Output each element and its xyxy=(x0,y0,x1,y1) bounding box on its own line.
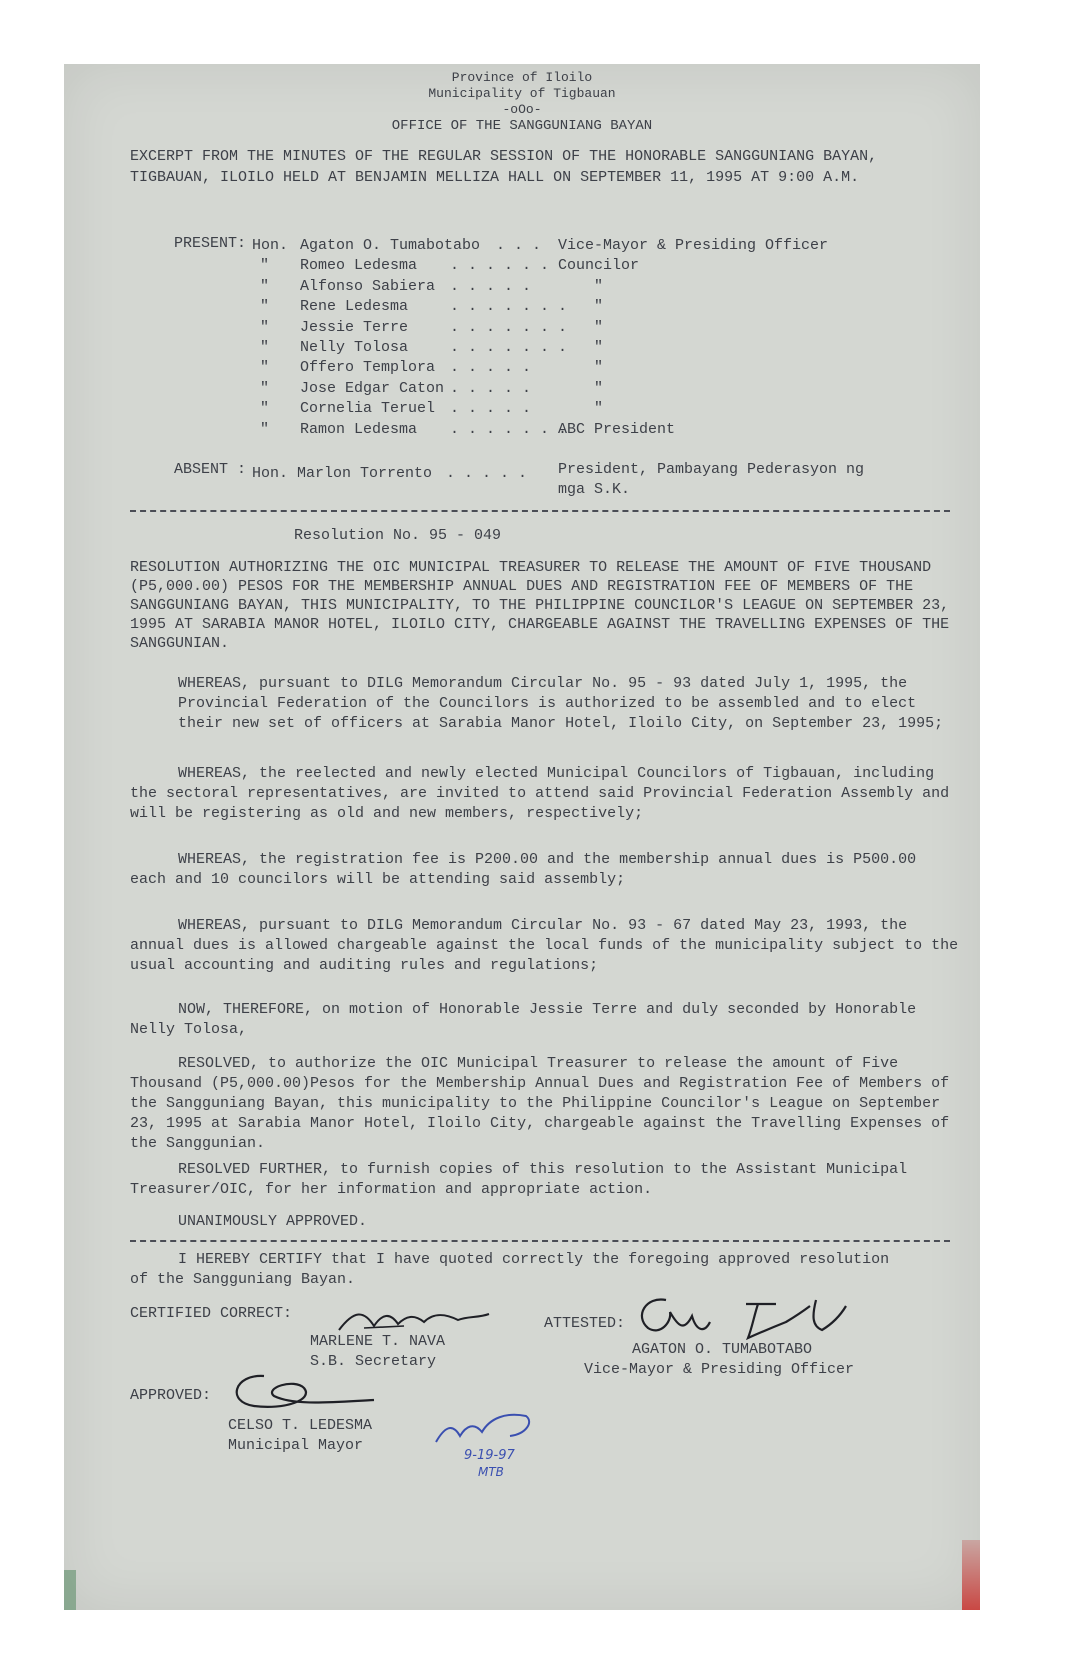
present-dots: . . . . . . xyxy=(450,257,550,275)
present-dots: . . . . . xyxy=(450,277,532,295)
present-role: " xyxy=(594,400,604,418)
present-name: Agaton O. Tumabotabo xyxy=(300,237,481,254)
present-dots: . . . . . xyxy=(450,359,532,377)
resolution-number: Resolution No. 95 - 049 xyxy=(294,527,502,544)
secretary-title: S.B. Secretary xyxy=(310,1353,437,1370)
unanimously-approved: UNANIMOUSLY APPROVED. xyxy=(178,1213,368,1230)
approved-label: APPROVED: xyxy=(130,1387,212,1404)
present-dots: . . . . . . . xyxy=(450,420,568,438)
present-label: PRESENT: xyxy=(174,235,247,252)
present-dots: . . . . . . . xyxy=(450,339,568,356)
whereas-paragraph-1 xyxy=(130,674,968,734)
mayor-signature-icon xyxy=(224,1366,394,1416)
whereas-paragraph-3 xyxy=(130,850,960,890)
divider-top xyxy=(130,510,950,512)
whereas-4-text: WHEREAS, pursuant to DILG Memorandum Circular No. 93 - 67 dated May 23, 1993, the annual dues is allowed chargeable against the local funds of the municipality subject to the usual accounting and auditing rules and regulations; xyxy=(130,917,959,974)
handwritten-date: 9-19-97 xyxy=(464,1448,515,1463)
absent-name: Hon. Marlon Torrento xyxy=(252,465,433,482)
certify-paragraph xyxy=(130,1250,910,1290)
certify-text: I HEREBY CERTIFY that I have quoted correctly the foregoing approved resolution of the Sangguniang Bayan. xyxy=(130,1251,890,1288)
whereas-3-text: WHEREAS, the registration fee is P200.00 and the membership annual dues is P500.00 each and 10 councilors will be attending said assembly; xyxy=(130,851,917,888)
present-prefix: " xyxy=(260,257,270,275)
present-prefix: " xyxy=(260,359,270,377)
present-role: " xyxy=(594,379,604,397)
excerpt-text: EXCERPT FROM THE MINUTES OF THE REGULAR SESSION OF THE HONORABLE SANGGUNIANG BAYAN, TIGBAUAN, ILOILO HELD AT BENJAMIN MELLIZA HALL ON SEPTEMBER 11, 1995 AT 9:00 A.M. xyxy=(130,148,878,186)
vice-mayor-name: AGATON O. TUMABOTABO xyxy=(632,1341,813,1358)
present-role: Councilor xyxy=(558,257,640,275)
vice-mayor-title: Vice-Mayor & Presiding Officer xyxy=(584,1361,855,1378)
attested-label: ATTESTED: xyxy=(544,1315,626,1332)
header-province: Province of Iloilo xyxy=(451,70,593,85)
present-prefix: " xyxy=(260,420,270,438)
mayor-title: Municipal Mayor xyxy=(228,1437,364,1454)
resolved-paragraph xyxy=(130,1054,970,1154)
certified-correct-label: CERTIFIED CORRECT: xyxy=(130,1305,293,1322)
absent-role: President, Pambayang Pederasyon ng xyxy=(558,461,865,478)
present-role: " xyxy=(594,277,604,295)
present-dots: . . . xyxy=(496,237,542,254)
present-dots: . . . . . xyxy=(450,379,532,397)
present-name: Romeo Ledesma xyxy=(300,257,418,275)
mayor-name: CELSO T. LEDESMA xyxy=(228,1417,373,1434)
resolution-title: RESOLUTION AUTHORIZING THE OIC MUNICIPAL TREASURER TO RELEASE THE AMOUNT OF FIVE THOUSAND (P5,000.00) PESOS FOR THE MEMBERSHIP ANNUAL DUES AND REGISTRATION FEE OF MEMBERS OF THE SANGGUNIANG BAYAN, THIS MUNICIPALITY, TO THE PHILIPPINE COUNCILOR'S LEAGUE ON SEPTEMBER 23, 1995 AT SARABIA MANOR HOTEL, ILOILO CITY, CHARGEABLE AGAINST THE TRAVELLING EXPENSES OF THE SANGGUNIAN. xyxy=(130,559,950,652)
present-dots: . . . . . . . xyxy=(450,298,568,316)
present-name: Rene Ledesma xyxy=(300,298,409,316)
document-sheet xyxy=(64,64,980,1610)
present-prefix: " xyxy=(260,339,270,356)
resolution-document xyxy=(64,64,980,1610)
handwritten-initials: MTB xyxy=(478,1465,504,1479)
present-dots: . . . . . . . xyxy=(450,318,568,336)
present-name: Nelly Tolosa xyxy=(300,339,409,356)
present-name: Offero Templora xyxy=(300,359,436,377)
present-prefix: " xyxy=(260,298,270,316)
present-role: " xyxy=(594,318,604,336)
now-therefore-paragraph xyxy=(130,1000,930,1040)
present-name: Alfonso Sabiera xyxy=(300,277,436,295)
present-name: Ramon Ledesma xyxy=(300,420,418,438)
present-role: ABC President xyxy=(558,420,676,438)
present-prefix: " xyxy=(260,277,270,295)
present-role: " xyxy=(594,298,604,316)
header-municipality: Municipality of Tigbauan xyxy=(428,86,616,101)
present-name: Jessie Terre xyxy=(300,318,409,336)
now-therefore-text: NOW, THEREFORE, on motion of Honorable Jessie Terre and duly seconded by Honorable Nelly Tolosa, xyxy=(130,1001,917,1038)
present-name: Jose Edgar Caton xyxy=(300,379,445,397)
absent-dots: . . . . . xyxy=(446,465,528,482)
present-role: Vice-Mayor & Presiding Officer xyxy=(558,237,829,254)
present-dots: . . . . . xyxy=(450,400,532,418)
whereas-2-text: WHEREAS, the reelected and newly elected Municipal Councilors of Tigbauan, including the sectoral representatives, are invited to attend said Provincial Federation Assembly and will be registering as old and new members, respectively; xyxy=(130,765,950,822)
present-prefix: Hon. xyxy=(252,237,289,254)
present-prefix: " xyxy=(260,400,270,418)
absent-label: ABSENT : xyxy=(174,461,247,478)
whereas-paragraph-4 xyxy=(130,916,970,976)
present-name: Cornelia Teruel xyxy=(300,400,436,418)
resolved-text: RESOLVED, to authorize the OIC Municipal Treasurer to release the amount of Five Thousand (P5,000.00)Pesos for the Membership Annual Dues and Registration Fee of Members of the Sangguniang Bayan, this municipality to the Philippine Councilor's League on September 23, 1995 at Sarabia Manor Hotel, Iloilo City, chargeable against the Travelling Expenses of the Sanggunian. xyxy=(130,1055,950,1152)
present-role: " xyxy=(594,359,604,377)
absent-role-2: mga S.K. xyxy=(558,481,631,498)
present-role: " xyxy=(594,339,604,356)
resolved-further-paragraph xyxy=(130,1160,930,1200)
resolved-further-text: RESOLVED FURTHER, to furnish copies of this resolution to the Assistant Municipal Treasurer/OIC, for her information and appropriate action. xyxy=(130,1161,908,1198)
vice-mayor-signature-icon xyxy=(626,1286,856,1346)
whereas-paragraph-2 xyxy=(130,764,970,824)
present-prefix: " xyxy=(260,318,270,336)
header-ornament: -oOo- xyxy=(502,102,542,117)
divider-bottom xyxy=(130,1240,950,1242)
header-office: OFFICE OF THE SANGGUNIANG BAYAN xyxy=(391,118,653,134)
present-prefix: " xyxy=(260,379,270,397)
whereas-1-text: WHEREAS, pursuant to DILG Memorandum Circular No. 95 - 93 dated July 1, 1995, the Provincial Federation of the Councilors is authorized to be assembled and to elect their new set of officers at Sarabia Manor Hotel, Iloilo City, on September 23, 1995; xyxy=(178,675,944,732)
secretary-name: MARLENE T. NAVA xyxy=(310,1333,446,1350)
